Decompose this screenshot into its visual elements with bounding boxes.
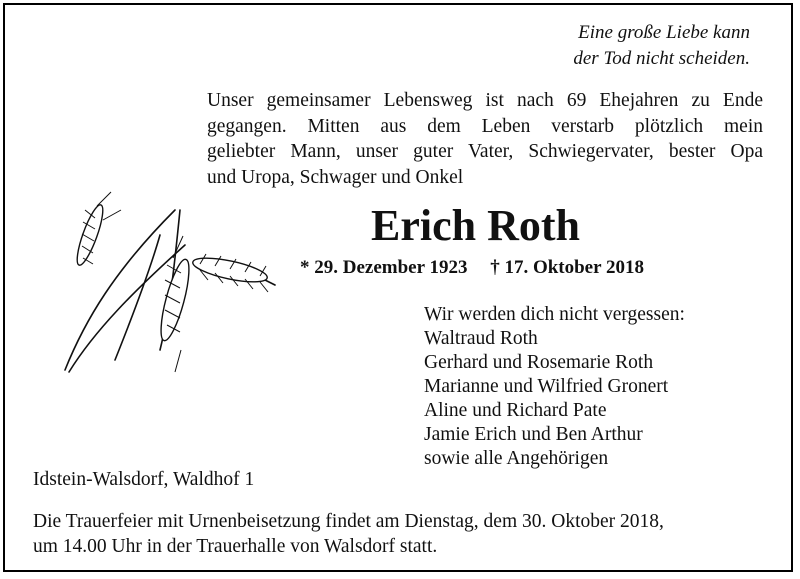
intro-line-1: Unser gemeinsamer Lebensweg ist nach 69 Ehejahren zu Ende	[207, 90, 763, 111]
intro-paragraph	[207, 88, 763, 190]
mourner-name: Marianne und Wilfried Gronert	[424, 376, 669, 397]
wheat-ears-icon	[55, 190, 285, 380]
family-address: Idstein-Walsdorf, Waldhof 1	[33, 469, 255, 490]
service-line-2: um 14.00 Uhr in der Trauerhalle von Walsdorf statt.	[33, 536, 438, 557]
mourners-heading: Wir werden dich nicht vergessen:	[424, 304, 685, 325]
memorial-quote	[573, 20, 750, 72]
quote-line-1: Eine große Liebe kann	[578, 22, 750, 43]
intro-line-2: gegangen. Mitten aus dem Leben verstarb plötzlich mein	[207, 115, 763, 137]
deceased-name: Erich Roth	[371, 201, 580, 250]
life-dates	[300, 256, 662, 280]
intro-line-4: und Uropa, Schwager und Onkel	[207, 166, 464, 188]
mourner-name: Aline und Richard Pate	[424, 400, 607, 421]
mourner-name: Jamie Erich und Ben Arthur	[424, 424, 643, 445]
mourner-name: Waltraud Roth	[424, 328, 538, 349]
mourner-name: Gerhard und Rosemarie Roth	[424, 352, 654, 373]
quote-line-2: der Tod nicht scheiden.	[573, 48, 750, 69]
service-line-1: Die Trauerfeier mit Urnenbeisetzung findet am Dienstag, dem 30. Oktober 2018,	[33, 511, 664, 532]
intro-line-3: geliebter Mann, unser guter Vater, Schwiegervater, bester Opa	[207, 141, 763, 162]
death-date: † 17. Oktober 2018	[490, 257, 644, 278]
mourner-name: sowie alle Angehörigen	[424, 448, 609, 469]
birth-date: * 29. Dezember 1923	[300, 257, 468, 278]
mourners-list	[424, 303, 685, 471]
funeral-service-info	[33, 509, 664, 559]
